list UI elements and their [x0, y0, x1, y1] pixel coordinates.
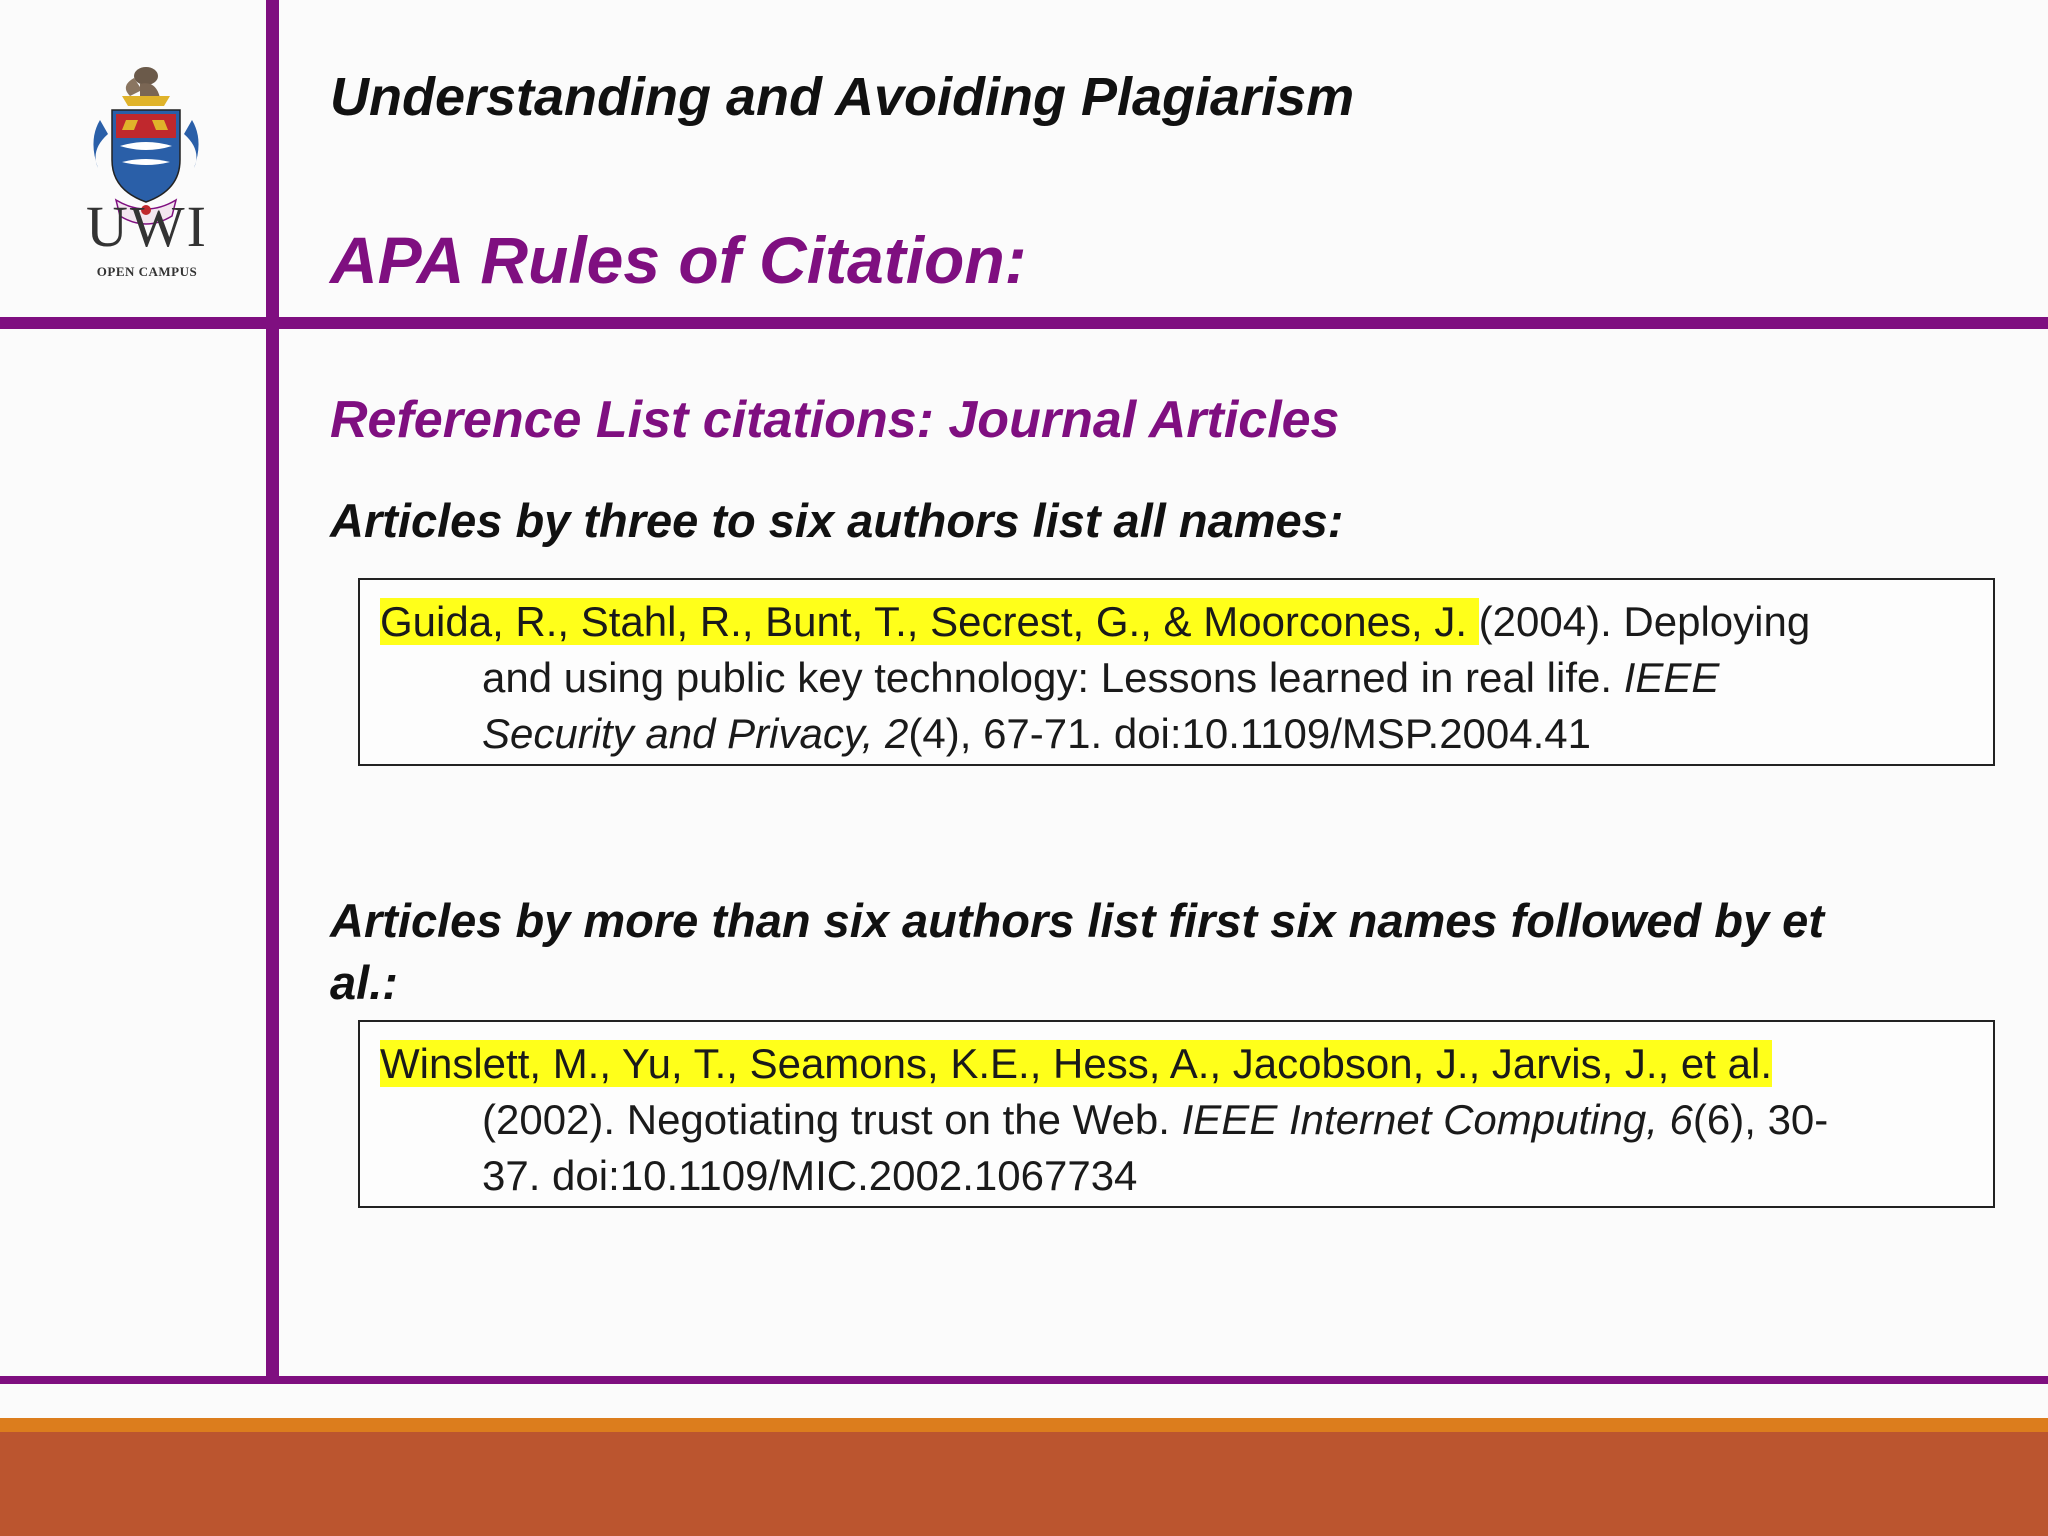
reference-year: (2004). Deploying — [1478, 598, 1811, 645]
footer-divider — [0, 1376, 2048, 1384]
reference-entry — [380, 1036, 1970, 1204]
reference-line-3 — [380, 706, 1970, 762]
journal-name: IEEE Internet Computing, 6 — [1181, 1096, 1693, 1143]
highlighted-authors: Guida, R., Stahl, R., Bunt, T., Secrest, G., & Moorcones, J. — [380, 598, 1479, 645]
reference-line-2 — [380, 650, 1970, 706]
reference-issue-doi: (4), 67-71. doi:10.1109/MSP.2004.41 — [908, 710, 1592, 757]
reference-line-2 — [380, 1092, 1970, 1148]
header-divider — [0, 317, 2048, 329]
reference-box-guida — [358, 578, 1995, 766]
journal-name-end: Security and Privacy, 2 — [482, 710, 909, 757]
highlighted-authors: Winslett, M., Yu, T., Seamons, K.E., Hess, A., Jacobson, J., Jarvis, J., et al. — [380, 1040, 1772, 1087]
slide-title: Understanding and Avoiding Plagiarism — [330, 67, 1355, 127]
logo-wordmark: UWI — [86, 194, 208, 259]
reference-box-winslett — [358, 1020, 1995, 1208]
rule-label-three-to-six: Articles by three to six authors list all names: — [330, 494, 1344, 547]
slide-heading: APA Rules of Citation: — [330, 223, 1027, 297]
reference-issue: (6), 30- — [1692, 1096, 1829, 1143]
reference-entry — [380, 594, 1970, 762]
reference-line-1 — [380, 1036, 1970, 1092]
rule-label-more-than-six: Articles by more than six authors list first six names followed by et al.: — [330, 894, 1824, 1009]
reference-title: and using public key technology: Lessons learned in real life. — [482, 654, 1624, 701]
reference-pages-doi: 37. doi:10.1109/MIC.2002.1067734 — [482, 1152, 1138, 1199]
reference-year-title: (2002). Negotiating trust on the Web. — [482, 1096, 1182, 1143]
vertical-divider — [266, 0, 279, 1384]
section-subheading: Reference List citations: Journal Articles — [330, 391, 1340, 449]
reference-line-3 — [380, 1148, 1970, 1204]
journal-name-start: IEEE — [1623, 654, 1720, 701]
logo-subtitle: OPEN CAMPUS — [96, 264, 198, 279]
reference-line-1 — [380, 594, 1970, 650]
footer-band-orange — [0, 1418, 2048, 1432]
footer-band-rust — [0, 1432, 2048, 1536]
